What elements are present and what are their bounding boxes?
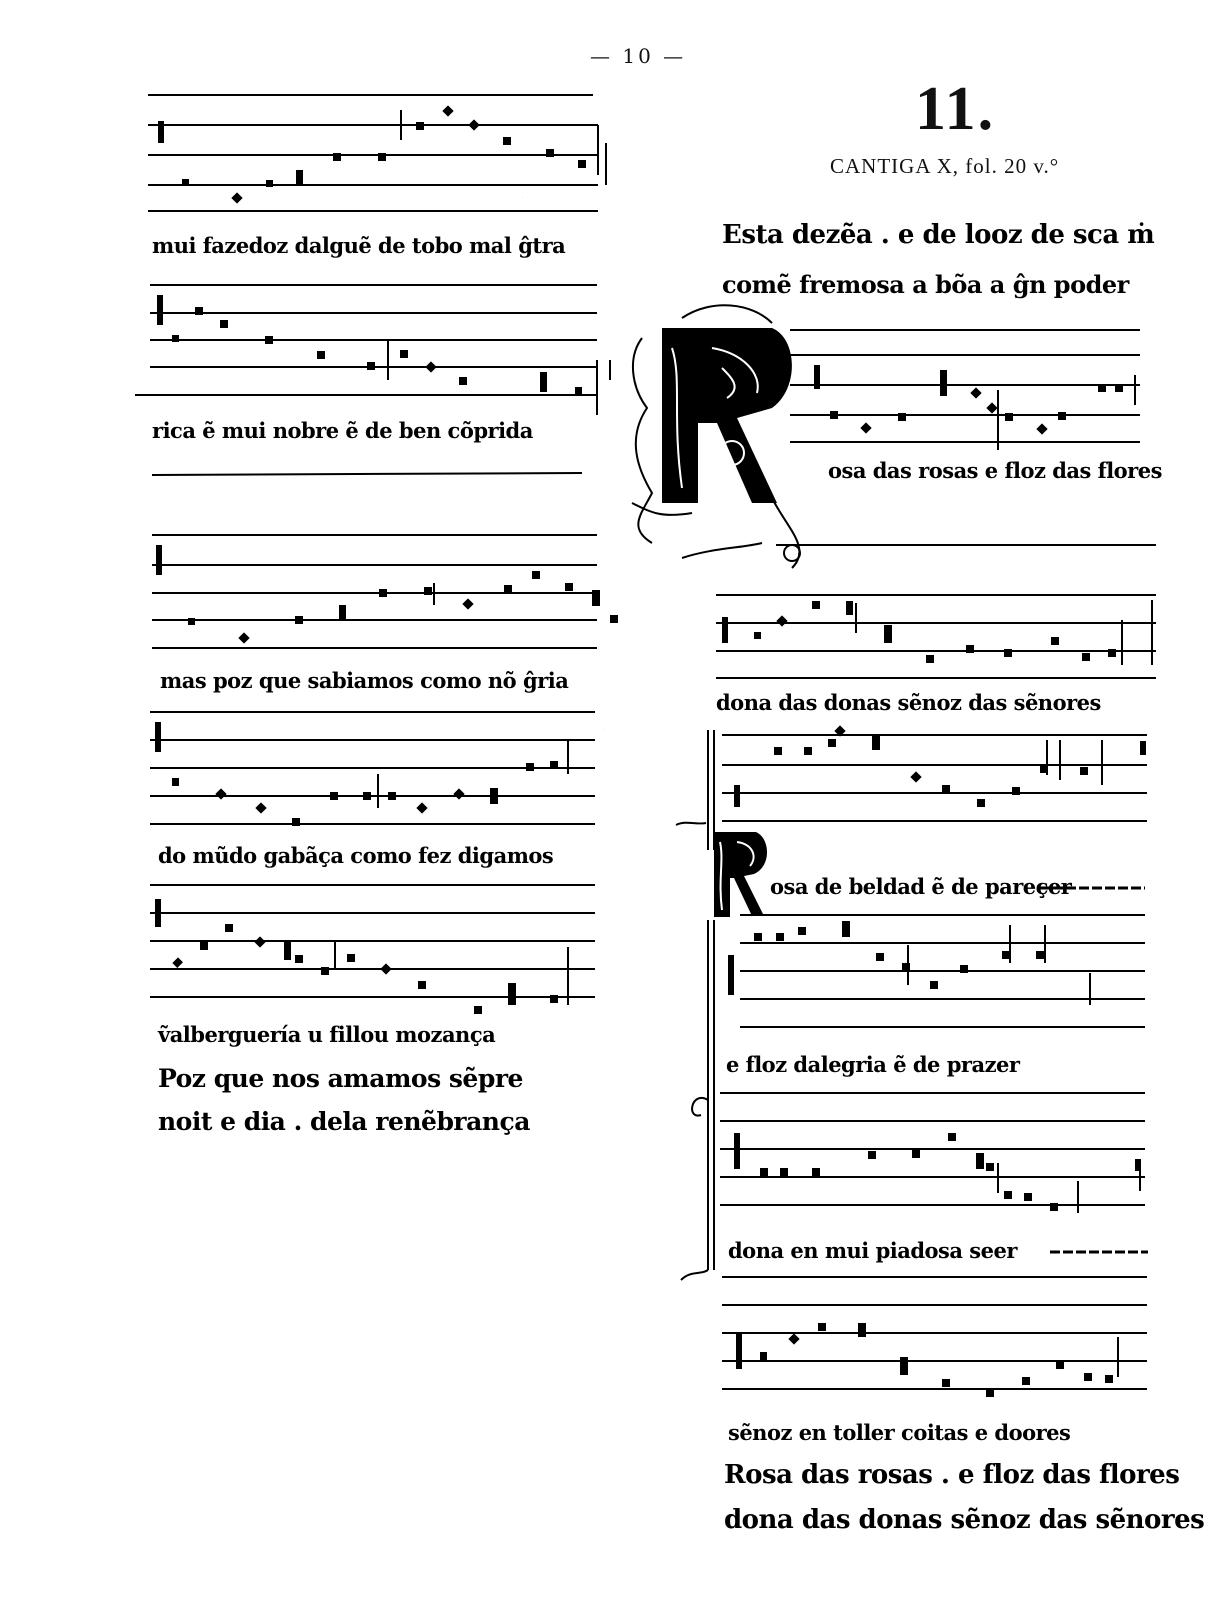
trailing-rule-1	[1040, 884, 1150, 894]
staff-left-1	[148, 95, 608, 215]
cantiga-number: 11.	[915, 75, 996, 143]
staff-right-6	[722, 1277, 1152, 1412]
staff-right-3	[722, 735, 1152, 845]
lyric-right-6: sẽnoz en toller coitas e doores	[728, 1420, 1071, 1445]
initial-letter-top: R	[522, 198, 523, 199]
staff-left-2	[135, 285, 615, 420]
lyric-left-1: mui fazedoz dalguẽ de tobo mal ĝtra	[152, 233, 566, 258]
lyric-left-5: ṽalberguería u fillou mozança	[158, 1022, 496, 1047]
lyric-right-8: dona das donas sẽnoz das sẽnores	[724, 1505, 1205, 1535]
staff-left-3	[152, 465, 622, 655]
initial-letter-second: R	[604, 730, 605, 731]
lyric-left-6: Poz que nos amamos sẽpre	[158, 1064, 523, 1093]
staff-right-1	[790, 330, 1150, 460]
cantiga-caption: CANTIGA X, fol. 20 v.°	[830, 154, 1060, 178]
lyric-right-1: osa das rosas e floz das flores	[828, 458, 1162, 483]
lyric-right-3: osa de beldad ẽ de pareçer	[770, 874, 1072, 899]
lyric-left-3: mas poz que sabiamos como nõ ĝria	[160, 668, 569, 693]
page-number: — 10 —	[590, 44, 687, 68]
lyric-right-7: Rosa das rosas . e floz das flores	[724, 1460, 1180, 1490]
heading-line-2: comẽ fremosa a bõa a ĝn poder	[722, 270, 1129, 299]
lyric-left-2: rica ẽ mui nobre ẽ de ben cõprida	[152, 418, 533, 443]
trailing-rule-2	[1050, 1248, 1150, 1258]
heading-line-1: Esta dezẽa . e de looz de sca ṁ	[722, 220, 1155, 250]
staff-right-2	[716, 545, 1161, 685]
lyric-left-7: noit e dia . dela renẽbrança	[158, 1107, 530, 1136]
lyric-right-4: e floz dalegria ẽ de prazer	[726, 1052, 1020, 1077]
lyric-right-2: dona das donas sẽnoz das sẽnores	[716, 690, 1101, 715]
lyric-left-4: do mũdo gabãça como fez digamos	[158, 843, 554, 868]
illuminated-initial-r-second	[604, 730, 774, 924]
staff-right-5	[720, 1093, 1150, 1228]
staff-right-4	[720, 915, 1150, 1045]
lyric-right-5: dona en mui piadosa seer	[728, 1238, 1017, 1263]
staff-left-5	[150, 885, 610, 1020]
staff-left-4	[150, 712, 610, 842]
